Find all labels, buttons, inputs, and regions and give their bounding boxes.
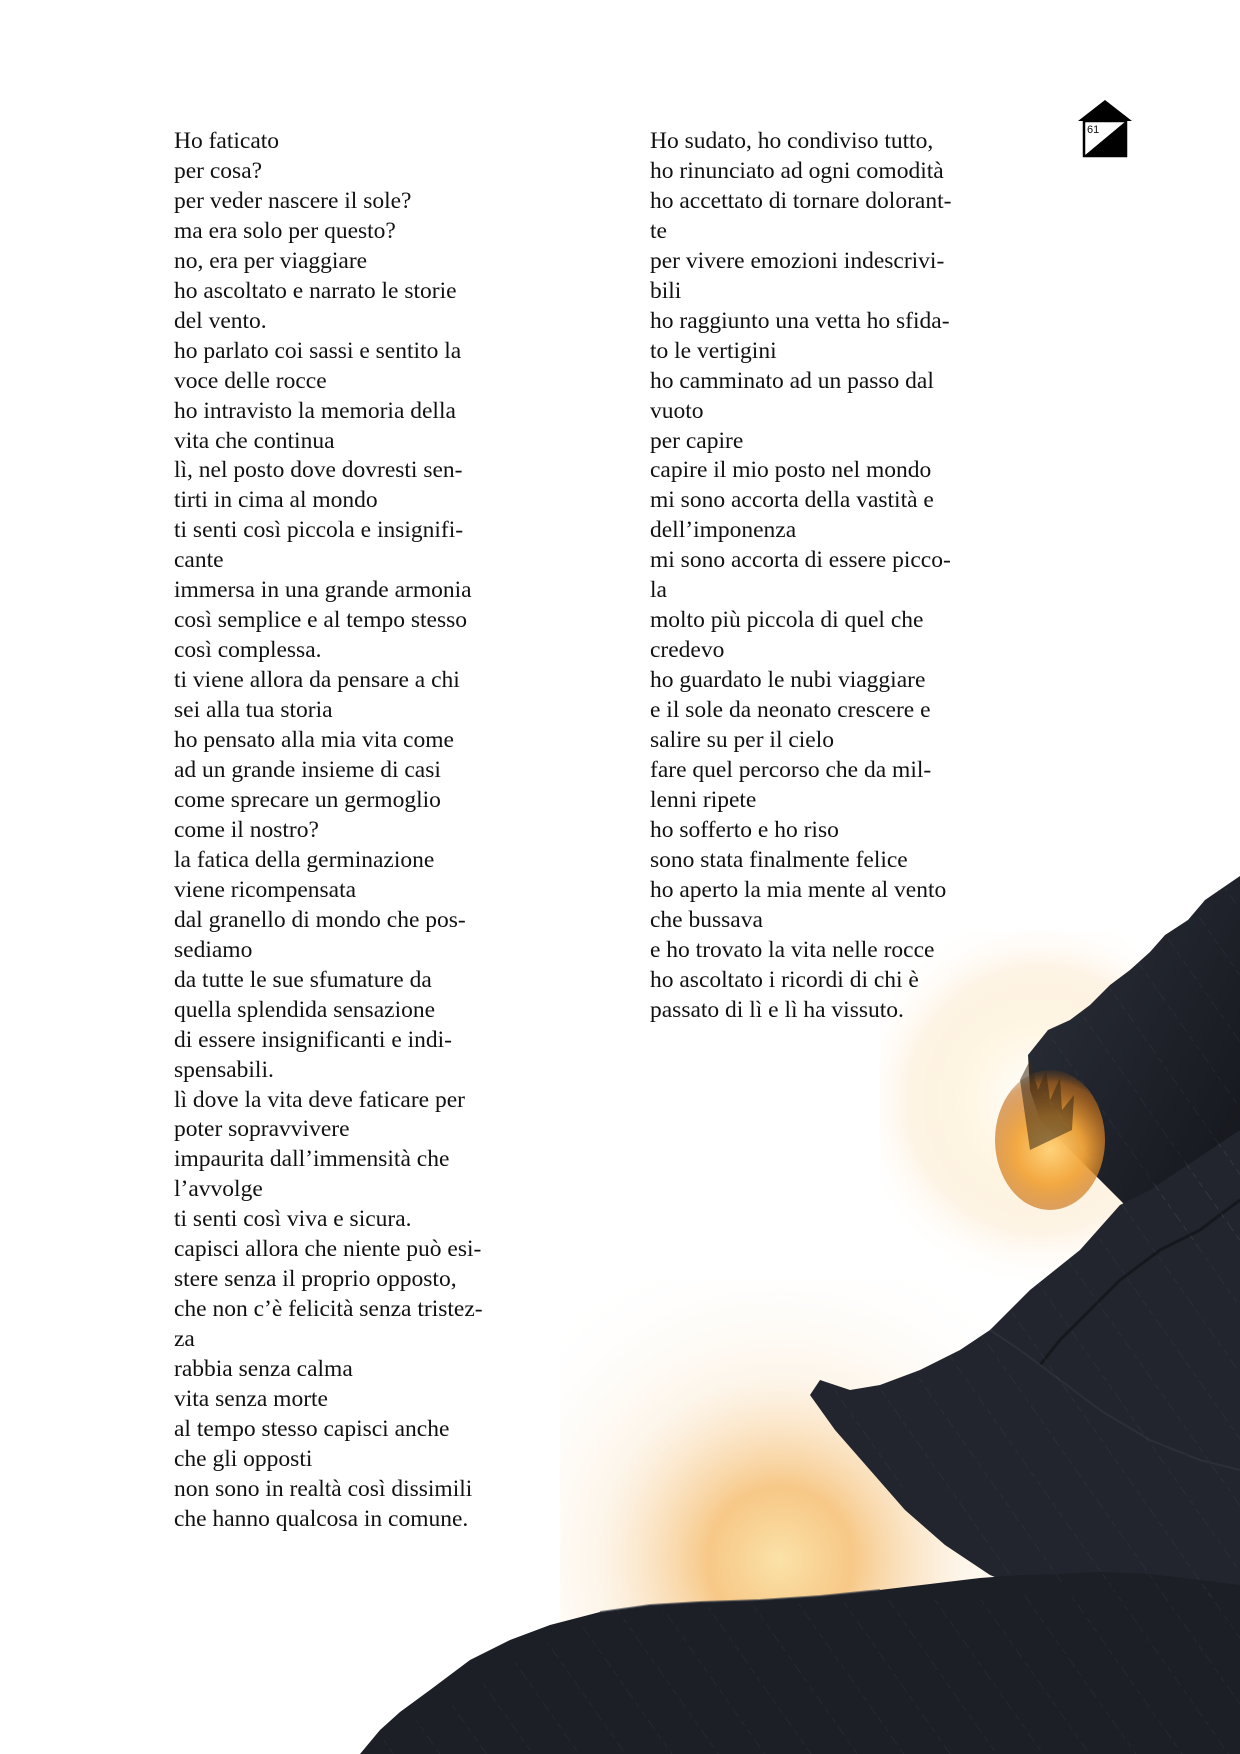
poem-line: capire il mio posto nel mondo: [650, 457, 932, 484]
poem-line: salire su per il cielo: [650, 727, 835, 754]
poem-line: lì, nel posto dove dovresti sen-: [174, 457, 463, 484]
poem-line: sediamo: [174, 936, 253, 963]
poem-line: no, era per viaggiare: [174, 247, 368, 274]
poem-line: lì dove la vita deve faticare per: [174, 1086, 465, 1113]
poem-line: ho ascoltato i ricordi di chi è: [650, 966, 919, 993]
poem-line: ho camminato ad un passo dal: [650, 367, 934, 394]
poem-right-column: [650, 127, 951, 1026]
poem-line: bili: [650, 277, 682, 304]
poem-line: ti senti così viva e sicura.: [174, 1206, 412, 1233]
poem-line: come sprecare un germoglio: [174, 786, 441, 813]
poem-line: così semplice e al tempo stesso: [174, 607, 468, 634]
poem-line: lenni ripete: [650, 786, 757, 813]
poem-line: come il nostro?: [174, 816, 319, 843]
poem-line: l’avvolge: [174, 1176, 263, 1203]
poem-line: ho pensato alla mia vita come: [174, 727, 454, 754]
poem-line: che gli opposti: [174, 1445, 313, 1472]
poem-line: al tempo stesso capisci anche: [174, 1415, 450, 1442]
poem-line: ti senti così piccola e insignifi-: [174, 517, 464, 544]
poem-line: tirti in cima al mondo: [174, 487, 378, 514]
poem-line: rabbia senza calma: [174, 1356, 353, 1383]
poem-line: te: [650, 217, 667, 244]
poem-line: che hanno qualcosa in comune.: [174, 1505, 469, 1532]
poem-line: del vento.: [174, 307, 267, 334]
poem-line: ho ascoltato e narrato le storie: [174, 277, 457, 304]
poem-line: ho rinunciato ad ogni comodità: [650, 157, 944, 184]
poem-line: to le vertigini: [650, 337, 777, 364]
poem-line: la: [650, 577, 667, 604]
poem-line: per capire: [650, 427, 744, 454]
poem-line: ho guardato le nubi viaggiare: [650, 667, 926, 694]
poem-line: ad un grande insieme di casi: [174, 757, 441, 784]
poem-line: passato di lì e lì ha vissuto.: [650, 996, 904, 1023]
poem-line: ho aperto la mia mente al vento: [650, 876, 947, 903]
poem-line: che bussava: [650, 906, 763, 933]
poem-left-column: [174, 127, 483, 1535]
poem-line: sono stata finalmente felice: [650, 846, 908, 873]
poem-line: immersa in una grande armonia: [174, 577, 472, 604]
poem-line: mi sono accorta di essere picco-: [650, 547, 951, 574]
poem-line: per vivere emozioni indescrivi-: [650, 247, 945, 274]
poem-line: ho raggiunto una vetta ho sfida-: [650, 307, 950, 334]
poem-line: spensabili.: [174, 1056, 274, 1083]
poem-line: mi sono accorta della vastità e: [650, 487, 934, 514]
poem-line: molto più piccola di quel che: [650, 607, 924, 634]
poem-line: di essere insignificanti e indi-: [174, 1026, 453, 1053]
poem-line: credevo: [650, 637, 725, 664]
poem-line: dal granello di mondo che pos-: [174, 906, 466, 933]
poem-line: la fatica della germinazione: [174, 846, 435, 873]
poem-line: quella splendida sensazione: [174, 996, 436, 1023]
poem-line: viene ricompensata: [174, 876, 357, 903]
poem-line: ho intravisto la memoria della: [174, 397, 456, 424]
poem-line: e il sole da neonato crescere e: [650, 697, 931, 724]
poem-line: Ho faticato: [174, 128, 280, 154]
poem-line: za: [174, 1326, 195, 1353]
poem-line: per cosa?: [174, 157, 263, 184]
poem-line: cante: [174, 547, 224, 574]
poem-line: vita che continua: [174, 427, 335, 454]
poem-line: vita senza morte: [174, 1386, 328, 1413]
poem-line: che non c’è felicità senza tristez-: [174, 1296, 483, 1323]
poem-line: impaurita dall’immensità che: [174, 1146, 450, 1173]
page-number: 61: [1087, 124, 1100, 136]
poem-line: ho sofferto e ho riso: [650, 816, 839, 843]
poem-line: voce delle rocce: [174, 367, 327, 394]
poem-line: così complessa.: [174, 637, 322, 664]
poem-line: ho accettato di tornare dolorant-: [650, 187, 952, 214]
poem-line: capisci allora che niente può esi-: [174, 1236, 482, 1263]
poem-line: per veder nascere il sole?: [174, 187, 412, 214]
poem-line: poter sopravvivere: [174, 1116, 350, 1143]
poem-line: e ho trovato la vita nelle rocce: [650, 936, 935, 963]
poem-line: ti viene allora da pensare a chi: [174, 667, 460, 694]
poem-line: da tutte le sue sfumature da: [174, 966, 432, 993]
poem-line: Ho sudato, ho condiviso tutto,: [650, 128, 934, 154]
page-badge-house-icon: [1076, 98, 1134, 158]
poem-line: fare quel percorso che da mil-: [650, 757, 932, 784]
poem-line: ho parlato coi sassi e sentito la: [174, 337, 462, 364]
poem-line: stere senza il proprio opposto,: [174, 1266, 457, 1293]
poem-line: sei alla tua storia: [174, 697, 333, 724]
poem-line: non sono in realtà così dissimili: [174, 1475, 473, 1502]
poem-line: ma era solo per questo?: [174, 217, 396, 244]
poem-line: vuoto: [650, 397, 704, 424]
poem-line: dell’imponenza: [650, 517, 797, 544]
